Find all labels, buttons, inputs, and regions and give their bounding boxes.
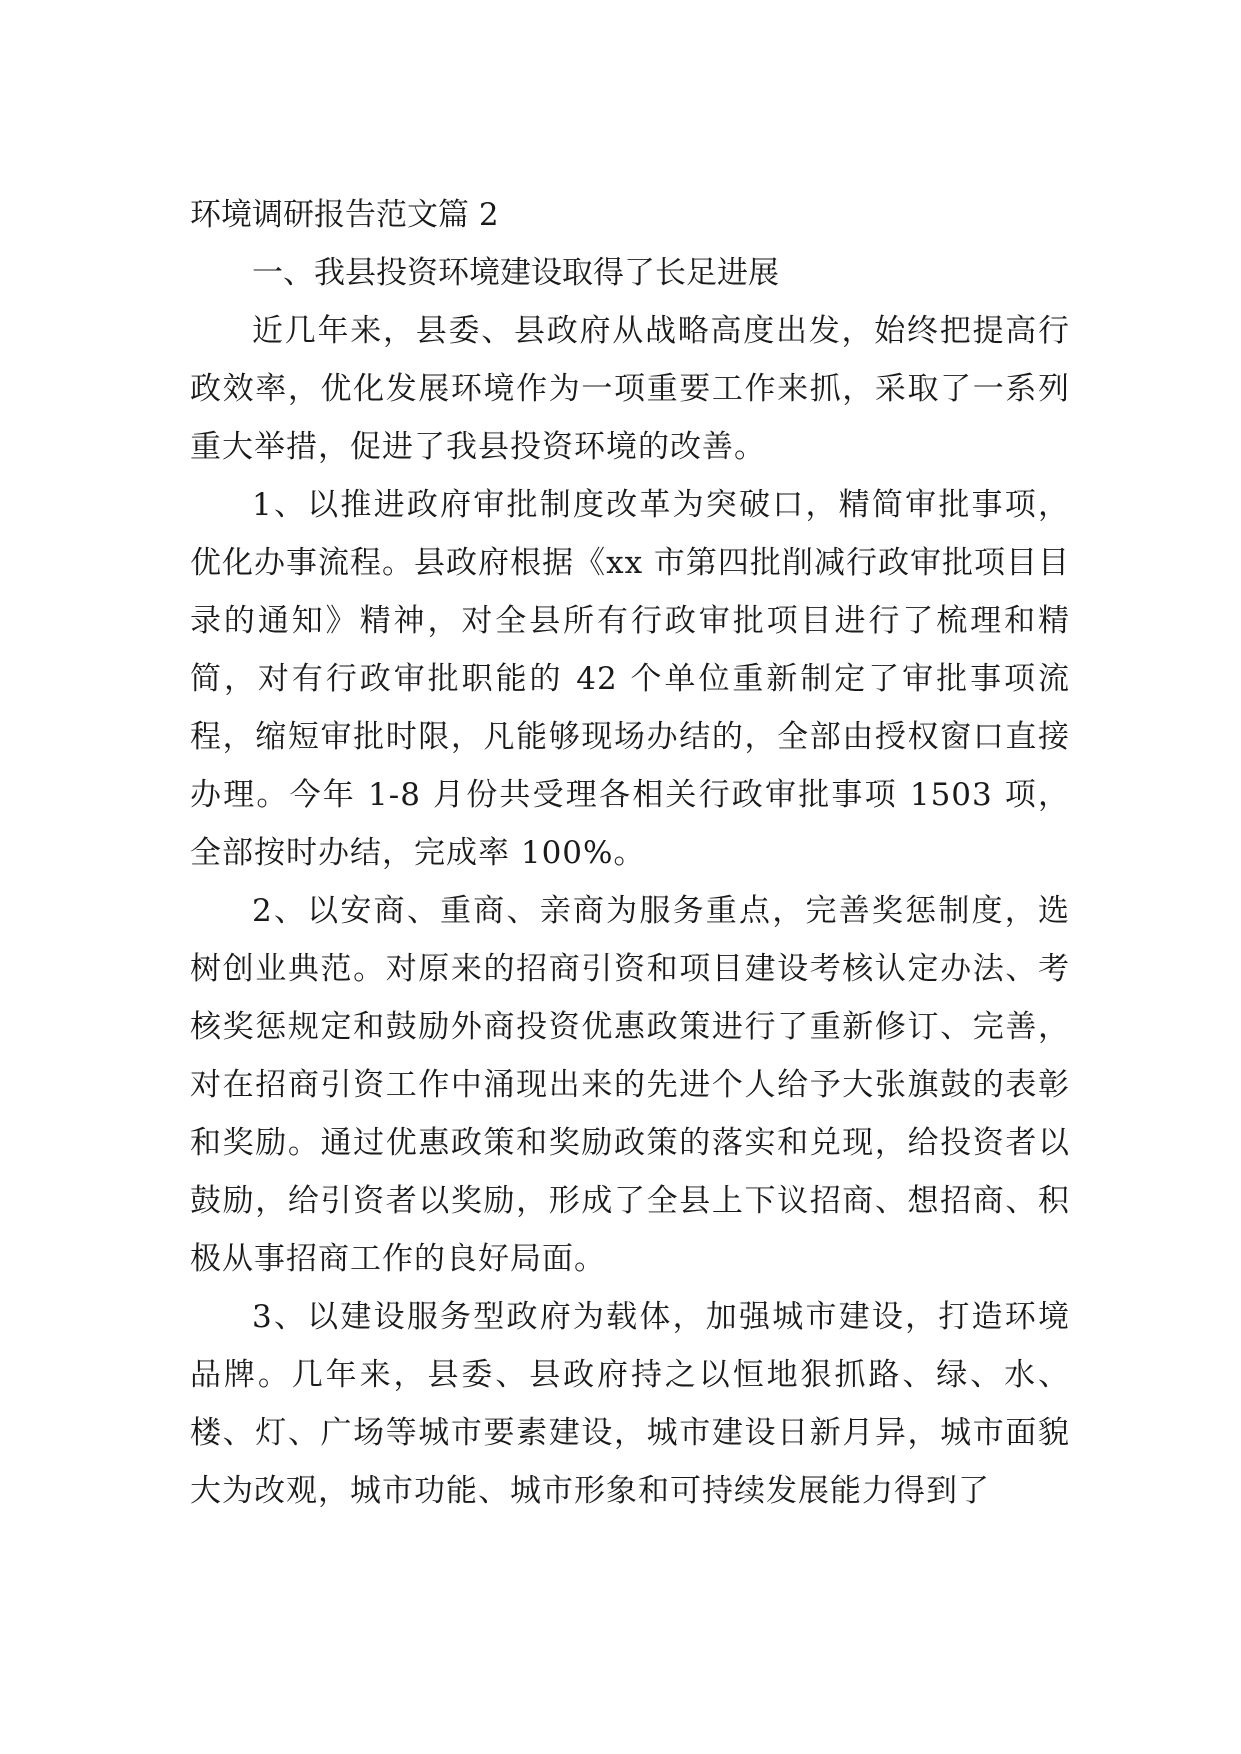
paragraph-item-3: 3、以建设服务型政府为载体，加强城市建设，打造环境品牌。几年来，县委、县政府持之以恒地狠抓路、绿、水、楼、灯、广场等城市要素建设，城市建设日新月异，城市面貌大为改观，城市功能、城市形象和可持续发展能力得到了 [190,1299,1070,1509]
section-heading: 一、我县投资环境建设取得了长足进展 [252,255,779,291]
document-title: 环境调研报告范文篇 2 [190,197,499,233]
paragraph-item-1: 1、以推进政府审批制度改革为突破口，精简审批事项，优化办事流程。县政府根据《xx 市第四批削减行政审批项目目录的通知》精神，对全县所有行政审批项目进行了梳理和精简，对有行政审批职能的 42 个单位重新制定了审批事项流程，缩短审批时限，凡能够现场办结的，全部由授权窗口直接办理。今年 1-8 月份共受理各相关行政审批事项 1503 项，全部按时办结，完成率 100%。 [190,487,1070,871]
document-body [190,186,1070,1520]
paragraph-item-2: 2、以安商、重商、亲商为服务重点，完善奖惩制度，选树创业典范。对原来的招商引资和项目建设考核认定办法、考核奖惩规定和鼓励外商投资优惠政策进行了重新修订、完善，对在招商引资工作中涌现出来的先进个人给予大张旗鼓的表彰和奖励。通过优惠政策和奖励政策的落实和兑现，给投资者以鼓励，给引资者以奖励，形成了全县上下议招商、想招商、积极从事招商工作的良好局面。 [190,893,1070,1277]
paragraph-intro: 近几年来，县委、县政府从战略高度出发，始终把提高行政效率，优化发展环境作为一项重要工作来抓，采取了一系列重大举措，促进了我县投资环境的改善。 [190,313,1070,465]
